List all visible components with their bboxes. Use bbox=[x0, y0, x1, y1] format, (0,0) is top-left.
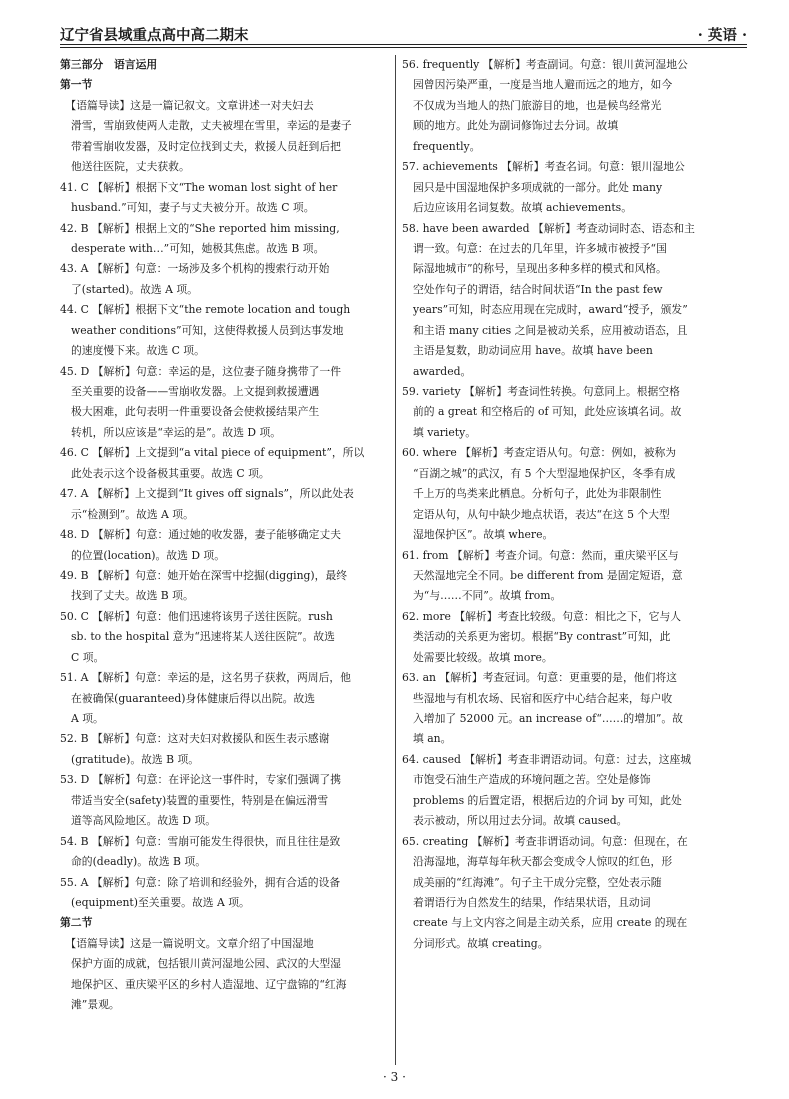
text-line: 处需要比较级。故填 more。 bbox=[413, 650, 553, 664]
header-rule bbox=[60, 44, 747, 45]
text-line: 主语是复数，助动词应用 have。故填 have been bbox=[413, 344, 653, 358]
text-line: 54. B 【解析】句意：雪崩可能发生得很快，而且往往是致 bbox=[60, 834, 341, 848]
text-line: 着谓语行为自然发生的结果，作结果状语，且动词 bbox=[413, 895, 651, 909]
text-line: 和主语 many cities 之间是被动关系，应用被动语态，且 bbox=[413, 323, 688, 337]
text-line: 的位置(location)。故选 D 项。 bbox=[71, 548, 226, 562]
text-line: problems 的后置定语，根据后边的介词 by 可知，此处 bbox=[413, 793, 682, 807]
text-line: 入增加了 52000 元。an increase of“……的增加”。故 bbox=[413, 712, 683, 725]
text-line: 【语篇导读】这是一篇记叙文。文章讲述一对夫妇去 bbox=[60, 98, 314, 112]
text-line: 极大困难，此句表明一件重要设备会使救援结果产生 bbox=[71, 405, 320, 419]
text-line: C 项。 bbox=[71, 650, 105, 664]
text-line: 道等高风险地区。故选 D 项。 bbox=[71, 814, 217, 828]
left-column bbox=[60, 55, 390, 1016]
text-line: 示“检测到”。故选 A 项。 bbox=[71, 507, 194, 521]
subject-label: · 英语 · bbox=[697, 27, 747, 44]
text-line: 49. B 【解析】句意：她开始在深雪中挖掘(digging)，最终 bbox=[60, 568, 348, 582]
text-line: 57. achievements 【解析】考查名词。句意：银川湿地公 bbox=[402, 160, 685, 174]
text-line: 园只是中国湿地保护多项成就的一部分。此处 many bbox=[413, 180, 663, 194]
text-line: 第三部分 语言运用 bbox=[60, 58, 158, 71]
text-line: 58. have been awarded 【解析】考查动词时态、语态和主 bbox=[402, 221, 695, 235]
page-number: · 3 · bbox=[383, 1070, 406, 1084]
text-line: 此处表示这个设备极其重要。故选 C 项。 bbox=[71, 466, 270, 480]
text-line: (equipment)至关重要。故选 A 项。 bbox=[71, 895, 250, 909]
text-line: 45. D 【解析】句意：幸运的是，这位妻子随身携带了一件 bbox=[60, 364, 342, 378]
text-line: 类活动的关系更为密切。根据“By contrast”可知，此 bbox=[413, 630, 671, 644]
text-line: weather conditions”可知，这使得救援人员到达事发地 bbox=[71, 323, 344, 337]
text-line: frequently。 bbox=[413, 139, 481, 153]
text-line: 50. C 【解析】句意：他们迅速将该男子送往医院。rush bbox=[60, 609, 333, 623]
text-line: 转机，所以应该是“幸运的是”。故选 D 项。 bbox=[71, 425, 282, 439]
right-column bbox=[402, 55, 730, 954]
text-line: (gratitude)。故选 B 项。 bbox=[71, 752, 200, 766]
text-line: 市饱受石油生产造成的环境问题之苦。空处是修饰 bbox=[413, 773, 651, 787]
text-line: 不仅成为当地人的热门旅游目的地，也是候鸟经常光 bbox=[413, 98, 662, 112]
text-line: 天然湿地完全不同。be different from 是固定短语，意 bbox=[413, 568, 683, 582]
text-line: 62. more 【解析】考查比较级。句意：相比之下，它与人 bbox=[402, 609, 682, 623]
text-line: 60. where 【解析】考查定语从句。句意：例如，被称为 bbox=[402, 446, 677, 460]
text-line: 前的 a great 和空格后的 of 可知，此处应该填名词。故 bbox=[413, 405, 682, 419]
text-line: desperate with…”可知，她极其焦虑。故选 B 项。 bbox=[71, 241, 325, 255]
text-line: 空处作句子的谓语，结合时间状语“In the past few bbox=[413, 282, 663, 296]
text-line: 他送往医院，丈夫获救。 bbox=[71, 160, 190, 174]
text-line: 46. C 【解析】上文提到“a vital piece of equipment”，所以 bbox=[60, 446, 365, 460]
text-line: 些湿地与有机农场、民宿和医疗中心结合起来，每户收 bbox=[413, 691, 673, 705]
text-line: 千上万的鸟类来此栖息。分析句子，此处为非限制性 bbox=[413, 487, 662, 501]
text-line: 湿地保护区”。故填 where。 bbox=[413, 528, 554, 542]
text-line: A 项。 bbox=[71, 712, 104, 725]
column-divider bbox=[395, 55, 396, 1065]
text-line: 53. D 【解析】句意：在评论这一事件时，专家们强调了携 bbox=[60, 773, 342, 787]
text-line: 的速度慢下来。故选 C 项。 bbox=[71, 344, 205, 358]
text-line: 际湿地城市”的称号，呈现出多种多样的模式和风格。 bbox=[413, 262, 667, 276]
text-line: 沿海湿地，海草每年秋天都会变成令人惊叹的红色，形 bbox=[413, 855, 673, 869]
text-line: 47. A 【解析】上文提到“It gives off signals”，所以此处表 bbox=[60, 487, 354, 501]
text-line: 为“与……不同”。故填 from。 bbox=[413, 589, 562, 603]
text-line: years”可知，时态应用现在完成时，award“授予，颁发” bbox=[413, 303, 688, 317]
text-line: 55. A 【解析】句意：除了培训和经验外，拥有合适的设备 bbox=[60, 875, 341, 889]
header-rule-thin bbox=[60, 47, 747, 48]
text-line: 表示被动，所以用过去分词。故填 caused。 bbox=[413, 814, 628, 828]
text-line: 滑雪，雪崩致使两人走散，丈夫被埋在雪里，幸运的是妻子 bbox=[71, 119, 352, 133]
text-line: 命的(deadly)。故选 B 项。 bbox=[71, 855, 207, 869]
text-line: create 与上文内容之间是主动关系，应用 create 的现在 bbox=[413, 916, 688, 930]
text-line: 园曾因污染严重，一度是当地人避而远之的地方，如今 bbox=[413, 78, 673, 92]
text-line: 43. A 【解析】句意：一场涉及多个机构的搜索行动开始 bbox=[60, 262, 330, 276]
text-line: 填 an。 bbox=[413, 732, 452, 746]
text-line: “百湖之城”的武汉，有 5 个大型湿地保护区，冬季有成 bbox=[413, 466, 676, 480]
text-line: 定语从句，从句中缺少地点状语，表达“在这 5 个大型 bbox=[413, 507, 670, 521]
text-line: 了(started)。故选 A 项。 bbox=[71, 282, 198, 296]
document-title: 辽宁省县域重点高中高二期末 bbox=[60, 27, 249, 44]
text-line: 42. B 【解析】根据上文的“She reported him missing, bbox=[60, 221, 340, 235]
text-line: 带适当安全(safety)装置的重要性，特别是在偏远滑雪 bbox=[71, 793, 329, 807]
text-line: 52. B 【解析】句意：这对夫妇对救援队和医生表示感谢 bbox=[60, 732, 330, 746]
text-line: 65. creating 【解析】考查非谓语动词。句意：但现在，在 bbox=[402, 834, 688, 848]
text-line: 44. C 【解析】根据下文“the remote location and tough bbox=[60, 303, 351, 317]
text-line: 后边应该用名词复数。故填 achievements。 bbox=[413, 201, 633, 215]
text-line: 地保护区、重庆梁平区的乡村人造湿地、辽宁盘锦的“红海 bbox=[71, 977, 347, 991]
text-line: 61. from 【解析】考查介词。句意：然而，重庆梁平区与 bbox=[402, 548, 679, 562]
text-line: 顾的地方。此处为副词修饰过去分词。故填 bbox=[413, 119, 619, 133]
text-line: 分词形式。故填 creating。 bbox=[413, 936, 549, 950]
text-line: 第二节 bbox=[60, 916, 93, 930]
text-line: 56. frequently 【解析】考查副词。句意：银川黄河湿地公 bbox=[402, 58, 688, 71]
text-line: 【语篇导读】这是一篇说明文。文章介绍了中国湿地 bbox=[60, 936, 314, 950]
text-line: 41. C 【解析】根据下文“The woman lost sight of her bbox=[60, 180, 338, 194]
text-line: 第一节 bbox=[60, 78, 93, 92]
text-line: sb. to the hospital 意为“迅速将某人送往医院”。故选 bbox=[71, 630, 335, 644]
page-header bbox=[60, 22, 747, 46]
text-line: 63. an 【解析】考查冠词。句意：更重要的是，他们将这 bbox=[402, 671, 677, 685]
text-line: 51. A 【解析】句意：幸运的是，这名男子获救，两周后，他 bbox=[60, 671, 351, 685]
text-line: 48. D 【解析】句意：通过她的收发器，妻子能够确定丈夫 bbox=[60, 528, 342, 542]
text-line: 64. caused 【解析】考查非谓语动词。句意：过去，这座城 bbox=[402, 752, 692, 766]
text-line: 滩”景观。 bbox=[71, 998, 120, 1012]
text-line: husband.”可知，妻子与丈夫被分开。故选 C 项。 bbox=[71, 201, 315, 215]
text-line: 保护方面的成就，包括银川黄河湿地公园、武汉的大型湿 bbox=[71, 957, 341, 971]
text-line: 至关重要的设备——雪崩收发器。上文提到救援遭遇 bbox=[71, 385, 320, 398]
text-line: 带着雪崩收发器，及时定位找到丈夫，救援人员赶到后把 bbox=[71, 139, 341, 153]
text-line: 填 variety。 bbox=[413, 425, 477, 439]
text-line: awarded。 bbox=[413, 364, 472, 378]
text-line: 59. variety 【解析】考查词性转换。句意同上。根据空格 bbox=[402, 385, 680, 398]
text-line: 成美丽的“红海滩”。句子主干成分完整，空处表示随 bbox=[413, 875, 662, 889]
text-line: 找到了丈夫。故选 B 项。 bbox=[71, 589, 194, 603]
text-line: 在被确保(guaranteed)身体健康后得以出院。故选 bbox=[71, 691, 316, 705]
text-line: 谓一致。句意：在过去的几年里，许多城市被授予“国 bbox=[413, 241, 667, 255]
